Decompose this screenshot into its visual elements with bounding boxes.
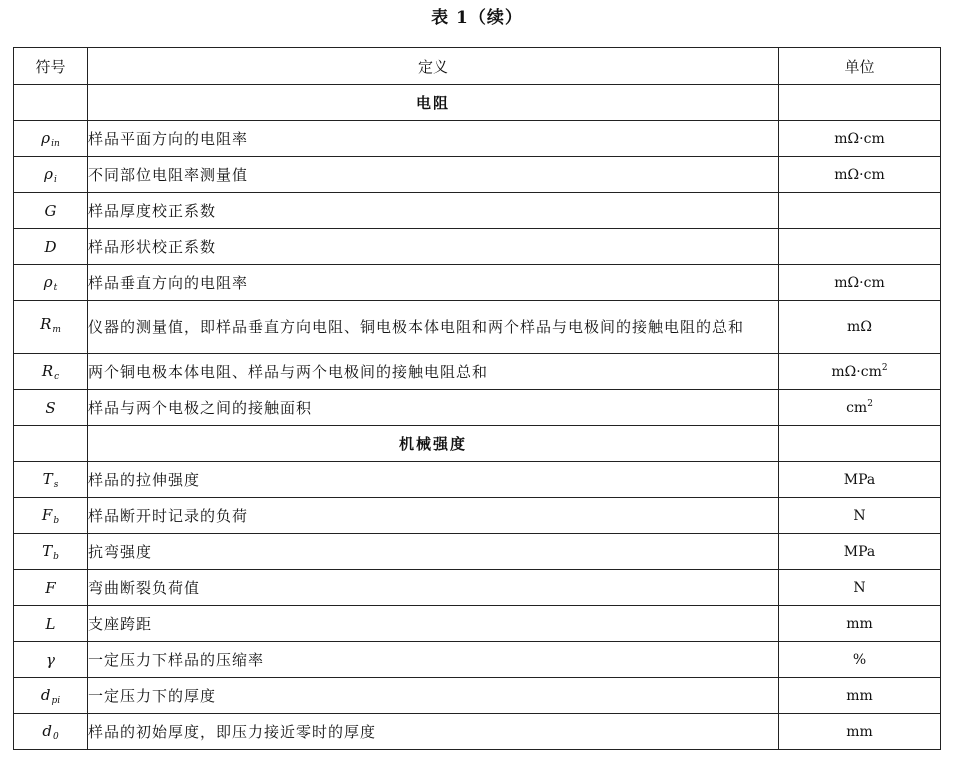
unit-cell	[779, 354, 941, 390]
unit-cell	[779, 229, 941, 265]
definition-cell: 一定压力下样品的压缩率	[88, 642, 779, 678]
symbol-text: R	[41, 361, 54, 380]
symbol-cell	[14, 193, 88, 229]
symbol-definition-table	[13, 47, 941, 750]
symbol-text: D	[44, 237, 57, 256]
unit-cell	[779, 570, 941, 606]
symbol-cell	[14, 390, 88, 426]
header-unit: 单位	[779, 48, 941, 85]
unit-cell	[779, 498, 941, 534]
unit-cell	[779, 121, 941, 157]
unit-cell	[779, 534, 941, 570]
unit-text: MPa	[843, 471, 876, 488]
symbol-subscript: m	[52, 324, 61, 335]
unit-text: mΩ·cm	[834, 166, 885, 183]
symbol-subscript: t	[53, 282, 58, 293]
unit-cell	[779, 193, 941, 229]
table-row	[14, 714, 941, 750]
symbol-cell	[14, 714, 88, 750]
unit-text: mm	[846, 687, 873, 704]
symbol-cell	[14, 498, 88, 534]
unit-text: mΩ·cm	[834, 130, 885, 147]
symbol-cell	[14, 570, 88, 606]
definition-cell: 不同部位电阻率测量值	[88, 157, 779, 193]
table-row	[14, 121, 941, 157]
table-row	[14, 354, 941, 390]
symbol-subscript: pi	[51, 695, 61, 706]
unit-text: cm	[846, 400, 868, 416]
definition-cell: 弯曲断裂负荷值	[88, 570, 779, 606]
symbol-text: d	[40, 685, 51, 704]
symbol-subscript: s	[53, 479, 59, 490]
unit-text: mΩ·cm	[834, 274, 885, 291]
section-row	[14, 426, 941, 462]
table-row	[14, 390, 941, 426]
symbol-text: T	[42, 469, 53, 488]
table-row	[14, 301, 941, 354]
symbol-cell	[14, 534, 88, 570]
definition-cell: 样品垂直方向的电阻率	[88, 265, 779, 301]
unit-cell	[779, 714, 941, 750]
symbol-cell	[14, 354, 88, 390]
symbol-text: ρ	[43, 272, 53, 291]
definition-cell: 样品形状校正系数	[88, 229, 779, 265]
symbol-text: γ	[46, 650, 55, 669]
symbol-subscript: b	[53, 551, 59, 562]
table-row	[14, 570, 941, 606]
unit-cell	[779, 606, 941, 642]
definition-cell: 样品平面方向的电阻率	[88, 121, 779, 157]
header-definition: 定义	[88, 48, 779, 85]
symbol-cell	[14, 265, 88, 301]
symbol-text: L	[45, 614, 56, 633]
table-title: 表 1（续）	[431, 8, 523, 28]
unit-superscript: 2	[881, 363, 888, 373]
table-row	[14, 157, 941, 193]
unit-text: N	[853, 507, 866, 524]
unit-cell	[779, 157, 941, 193]
table-row	[14, 678, 941, 714]
symbol-cell	[14, 606, 88, 642]
table-row	[14, 498, 941, 534]
unit-cell	[779, 390, 941, 426]
symbol-cell	[14, 229, 88, 265]
header-symbol: 符号	[14, 48, 88, 85]
definition-cell: 仪器的测量值，即样品垂直方向电阻、铜电极本体电阻和两个样品与电极间的接触电阻的总和	[88, 301, 779, 354]
unit-text: MPa	[843, 543, 876, 560]
symbol-text: R	[40, 314, 52, 333]
definition-cell: 样品断开时记录的负荷	[88, 498, 779, 534]
unit-cell	[779, 301, 941, 354]
definition-cell: 一定压力下的厚度	[88, 678, 779, 714]
symbol-cell-empty	[14, 426, 88, 462]
symbol-text: ρ	[44, 164, 53, 183]
table-row	[14, 229, 941, 265]
section-row	[14, 85, 941, 121]
definition-cell: 样品厚度校正系数	[88, 193, 779, 229]
unit-text: N	[853, 579, 866, 596]
symbol-subscript: 0	[52, 731, 59, 742]
table-row	[14, 193, 941, 229]
table-row	[14, 462, 941, 498]
table-row	[14, 606, 941, 642]
section-heading: 电阻	[88, 85, 779, 121]
symbol-cell	[14, 678, 88, 714]
section-heading: 机械强度	[88, 426, 779, 462]
unit-text: mm	[846, 723, 873, 740]
table-row	[14, 265, 941, 301]
unit-text: mΩ·cm	[831, 364, 882, 380]
symbol-text: T	[42, 541, 53, 560]
symbol-cell	[14, 157, 88, 193]
symbol-subscript: i	[53, 174, 57, 185]
unit-cell	[779, 678, 941, 714]
definition-cell: 支座跨距	[88, 606, 779, 642]
definition-cell: 两个铜电极本体电阻、样品与两个电极间的接触电阻总和	[88, 354, 779, 390]
definition-cell: 样品与两个电极之间的接触面积	[88, 390, 779, 426]
definition-cell: 样品的初始厚度，即压力接近零时的厚度	[88, 714, 779, 750]
symbol-cell	[14, 301, 88, 354]
unit-cell	[779, 265, 941, 301]
symbol-cell	[14, 462, 88, 498]
table-row	[14, 534, 941, 570]
table-row	[14, 642, 941, 678]
unit-text: mΩ	[847, 318, 872, 335]
symbol-text: d	[42, 721, 52, 740]
symbol-text: F	[45, 578, 56, 597]
symbol-cell	[14, 642, 88, 678]
symbol-text: F	[41, 505, 53, 524]
unit-cell-empty	[779, 426, 941, 462]
unit-superscript: 2	[867, 399, 873, 409]
symbol-cell-empty	[14, 85, 88, 121]
unit-text: mm	[846, 615, 873, 632]
unit-cell-empty	[779, 85, 941, 121]
unit-text: %	[852, 651, 867, 668]
header-row	[14, 48, 941, 85]
definition-cell: 抗弯强度	[88, 534, 779, 570]
symbol-subscript: in	[51, 138, 60, 149]
symbol-text: G	[44, 201, 57, 220]
definition-cell: 样品的拉伸强度	[88, 462, 779, 498]
symbol-subscript: b	[53, 515, 60, 526]
symbol-cell	[14, 121, 88, 157]
table-body	[14, 85, 941, 750]
symbol-text: ρ	[41, 128, 51, 147]
symbol-text: S	[45, 398, 56, 417]
symbol-subscript: c	[54, 371, 60, 382]
unit-cell	[779, 642, 941, 678]
unit-cell	[779, 462, 941, 498]
